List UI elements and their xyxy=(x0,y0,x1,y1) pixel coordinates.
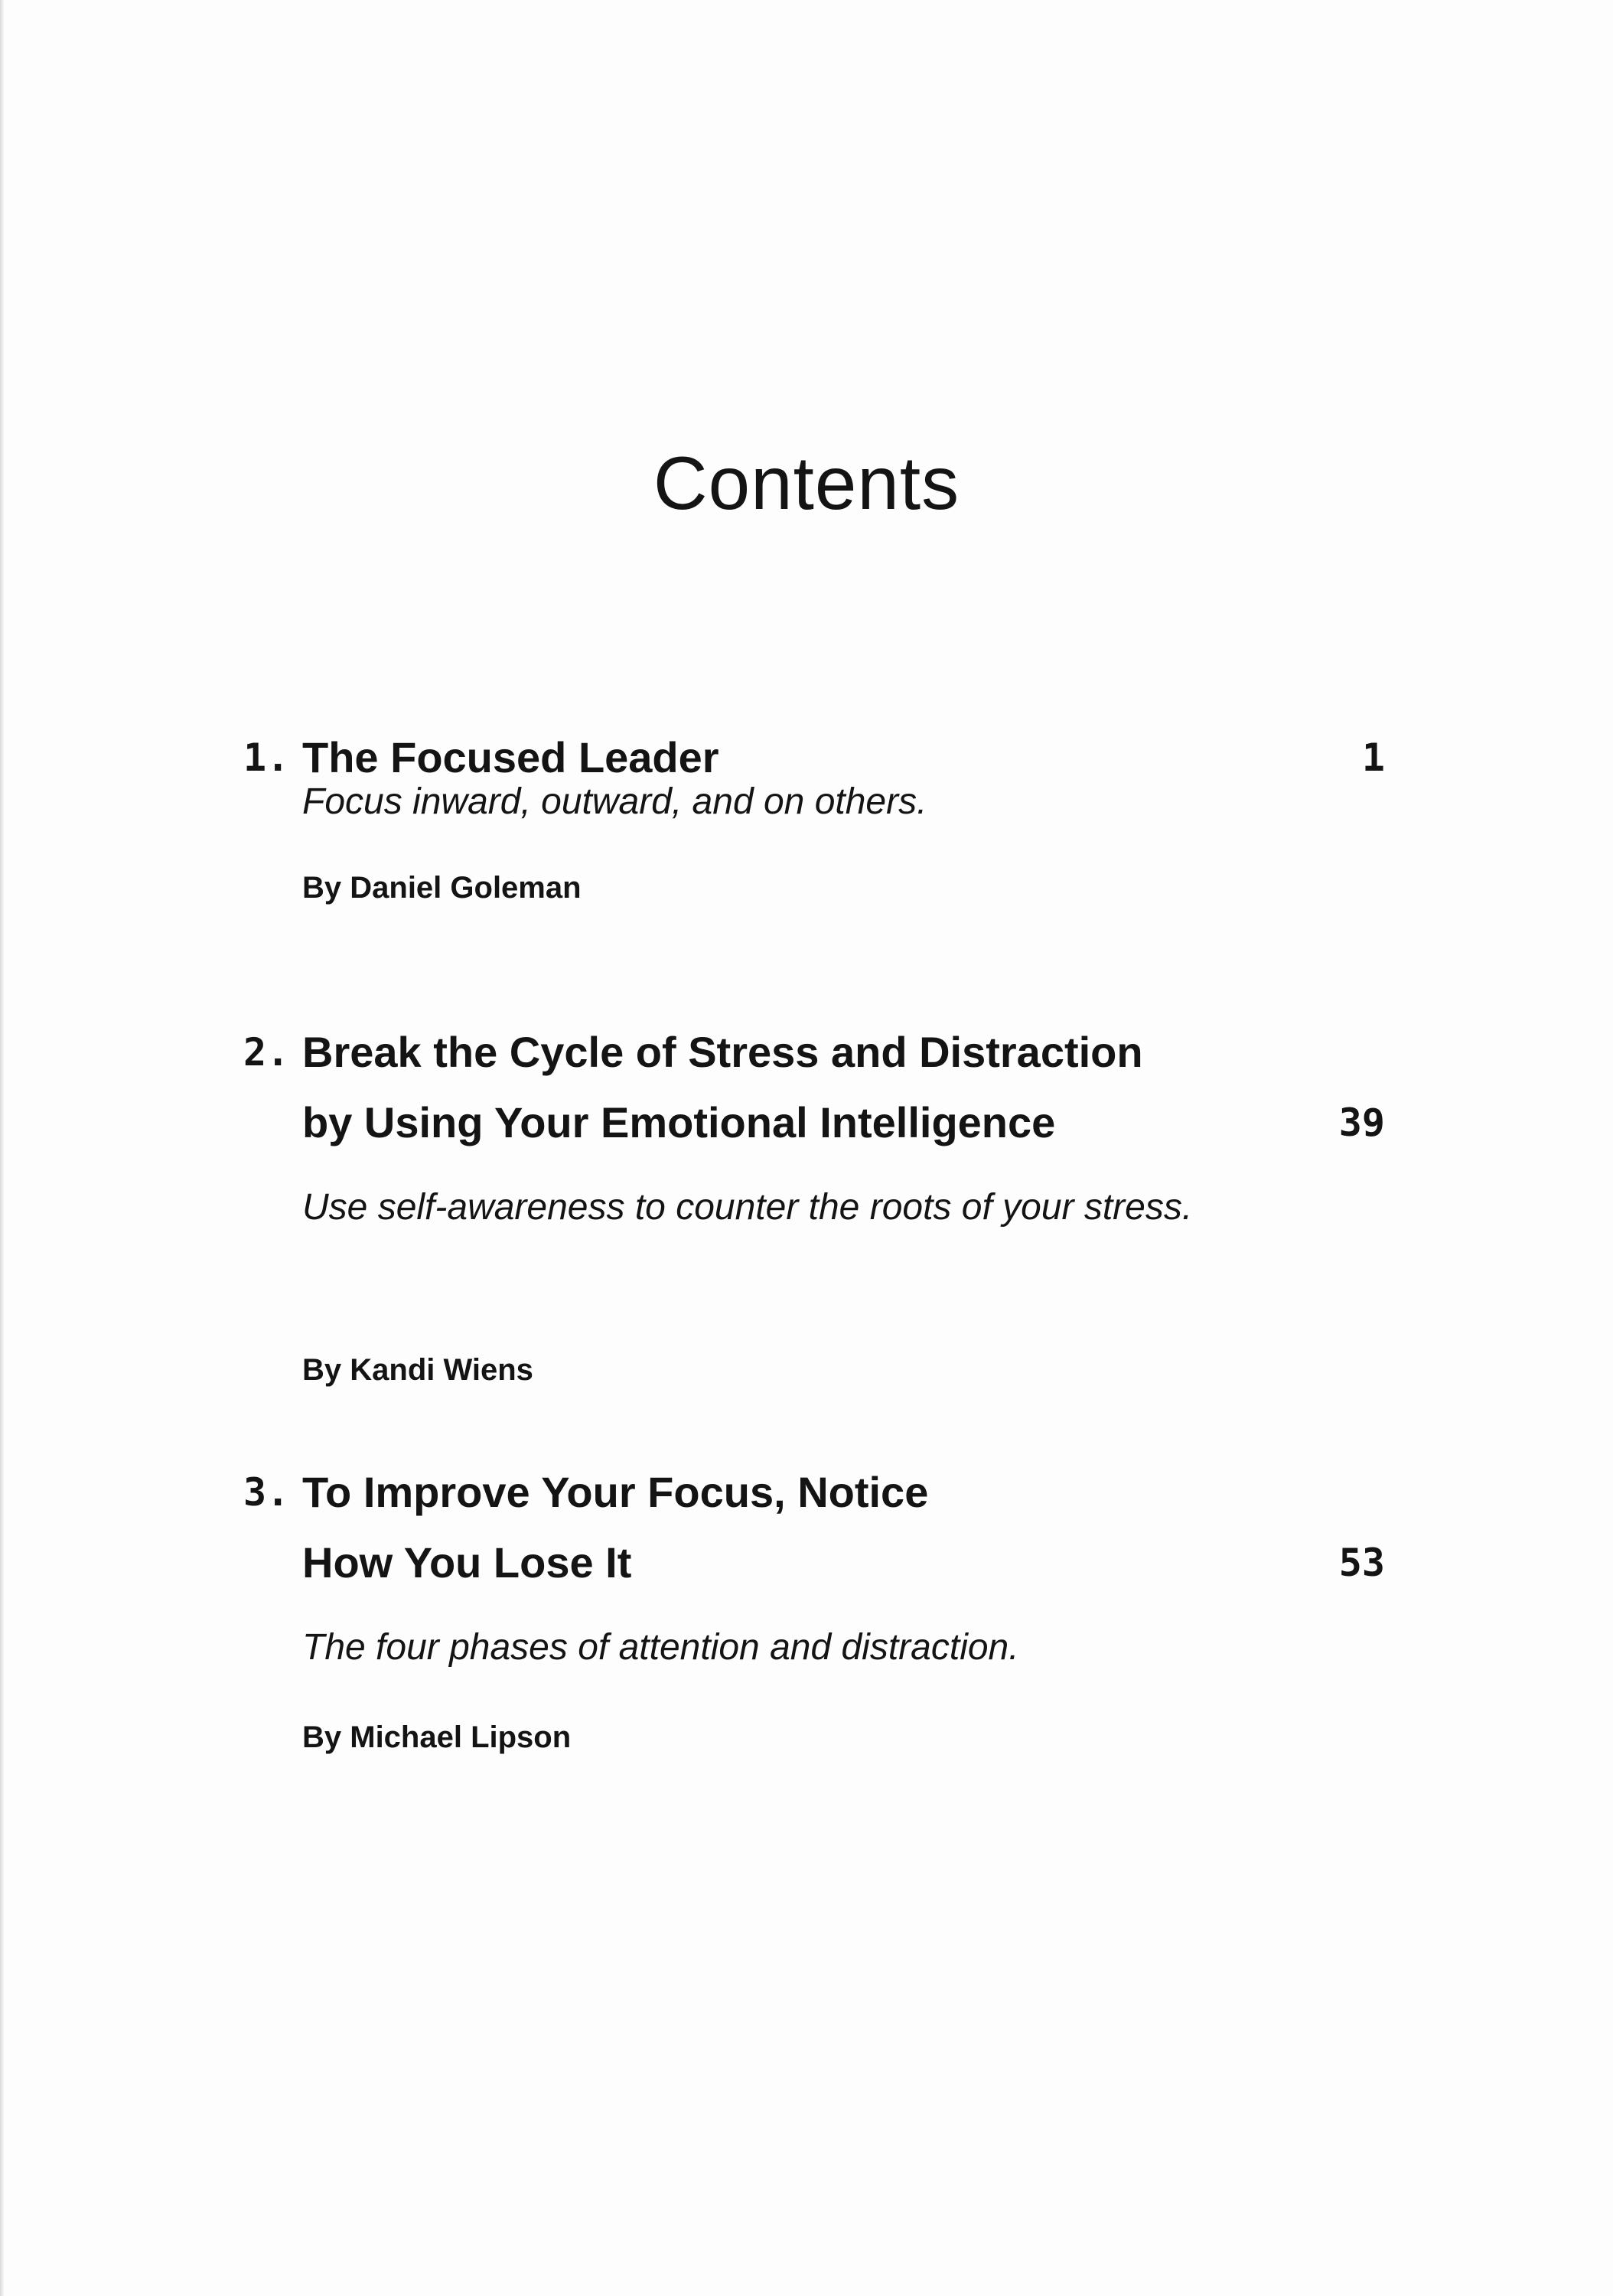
entry-description: Focus inward, outward, and on others. xyxy=(302,781,927,822)
entry-description: Use self-awareness to counter the roots of your stress. xyxy=(302,1187,1193,1228)
entry-title-line: How You Lose It xyxy=(302,1538,632,1587)
entry-title-line: Break the Cycle of Stress and Distraction xyxy=(302,1028,1143,1076)
entry-author: By Kandi Wiens xyxy=(302,1353,533,1387)
entry-description: The four phases of attention and distraction. xyxy=(302,1627,1019,1668)
entry-number: 2. xyxy=(243,1030,290,1075)
entry-title-line: To Improve Your Focus, Notice xyxy=(302,1468,929,1516)
page-edge xyxy=(0,0,5,2296)
entry-title-line: by Using Your Emotional Intelligence xyxy=(302,1098,1056,1146)
entry-number: 1. xyxy=(243,735,290,780)
entry-page-number: 1 xyxy=(1361,735,1385,780)
entry-author: By Daniel Goleman xyxy=(302,871,582,905)
entry-title: The Focused Leader xyxy=(302,733,719,781)
entry-author: By Michael Lipson xyxy=(302,1720,572,1754)
entry-number: 3. xyxy=(243,1470,290,1515)
entry-page-number: 39 xyxy=(1338,1101,1385,1145)
page-title: Contents xyxy=(653,440,960,525)
entry-page-number: 53 xyxy=(1338,1541,1385,1585)
